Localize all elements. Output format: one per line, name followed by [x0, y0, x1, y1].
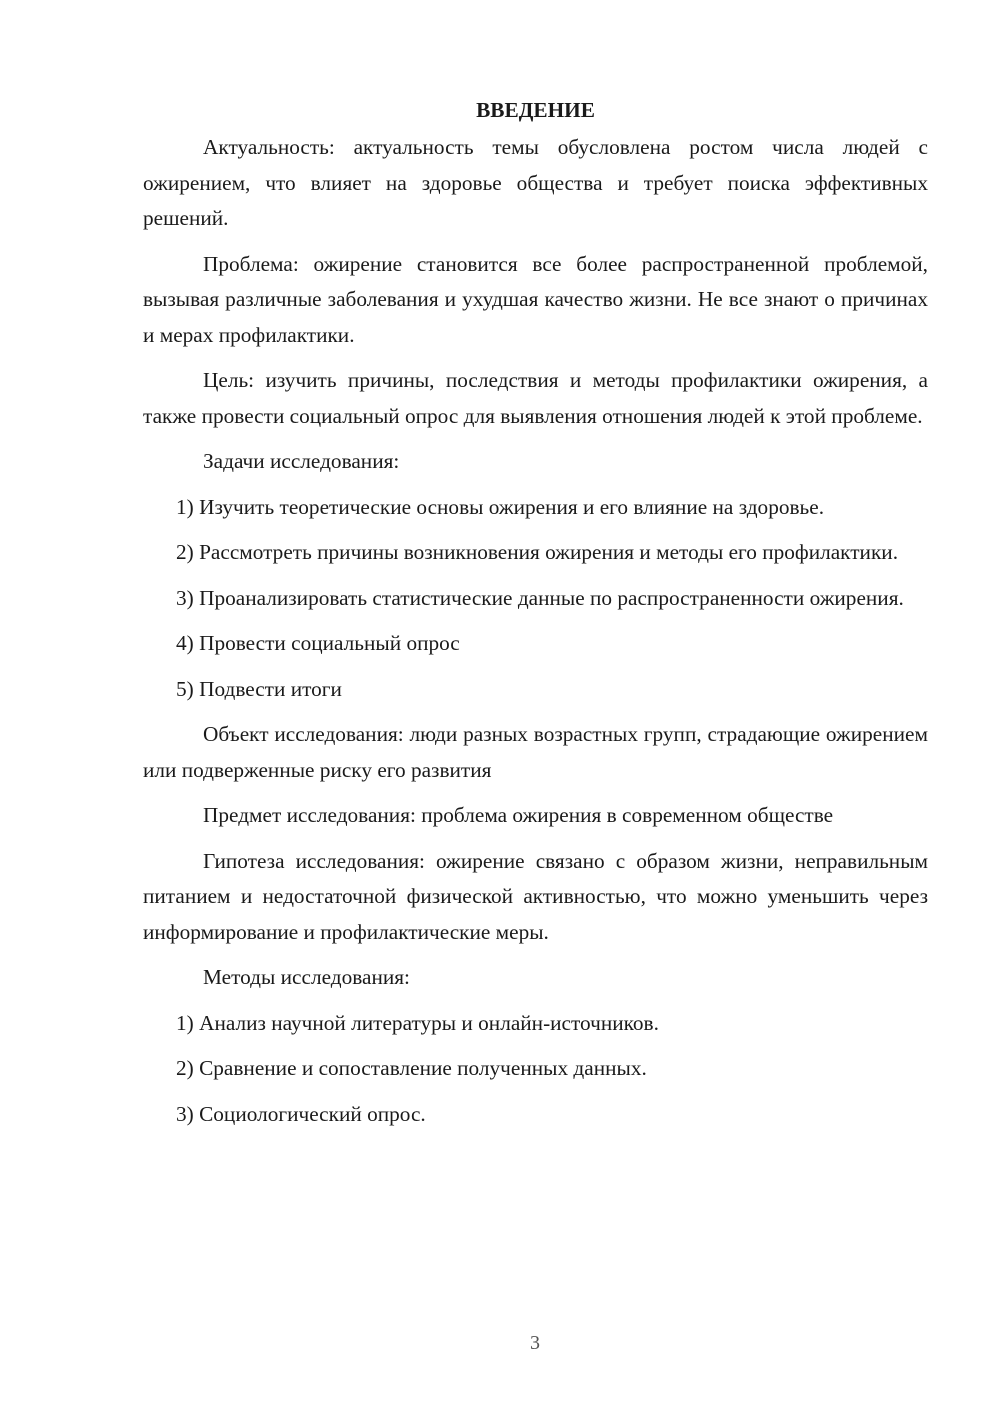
method-item: 3) Социологический опрос. [176, 1101, 426, 1126]
task-item: 4) Провести социальный опрос [176, 631, 460, 655]
task-item: 5) Подвести итоги [176, 676, 342, 701]
page-content [143, 95, 928, 1142]
relevance-paragraph: Актуальность: актуальность темы обусловлена ростом числа людей с ожирением, что влияет на здоровье общества и требует поиска эффективных решений. [143, 135, 928, 230]
hypothesis-paragraph: Гипотеза исследования: ожирение связано с образом жизни, неправильным питанием и недостаточной физической активностью, что можно уменьшить через информирование и профилактические меры. [143, 848, 928, 944]
task-item: 1) Изучить теоретические основы ожирения и его влияние на здоровье. [176, 494, 825, 519]
subject-paragraph: Предмет исследования: проблема ожирения в современном обществе [203, 803, 834, 827]
methods-title: Методы исследования: [203, 965, 410, 989]
task-item: 3) Проанализировать статистические данные по распространенности ожирения. [176, 585, 904, 610]
object-paragraph: Объект исследования: люди разных возрастных групп, страдающие ожирением или подверженные риску его развития [143, 722, 928, 782]
goal-paragraph: Цель: изучить причины, последствия и методы профилактики ожирения, а также провести социальный опрос для выявления отношения людей к этой проблеме. [143, 368, 928, 428]
section-heading: ВВЕДЕНИЕ [476, 98, 595, 122]
tasks-title: Задачи исследования: [203, 449, 400, 473]
method-item: 1) Анализ научной литературы и онлайн-источников. [176, 1010, 659, 1035]
page-number: 3 [530, 1332, 540, 1354]
problem-paragraph: Проблема: ожирение становится все более распространенной проблемой, вызывая различные заболевания и ухудшая качество жизни. Не все знают о причинах и мерах профилактики. [143, 251, 928, 347]
task-item: 2) Рассмотреть причины возникновения ожирения и методы его профилактики. [176, 540, 899, 564]
method-item: 2) Сравнение и сопоставление полученных данных. [176, 1056, 647, 1080]
